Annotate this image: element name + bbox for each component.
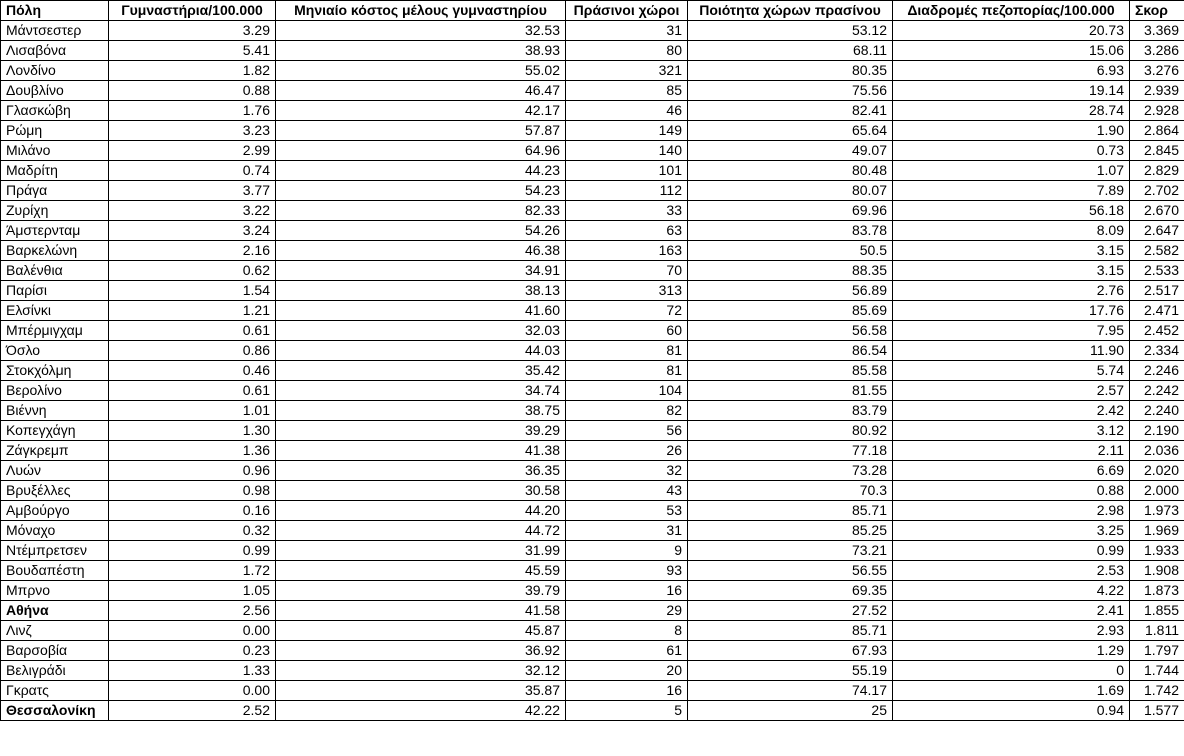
table-row — [1, 141, 1184, 161]
table-row — [1, 441, 1184, 461]
cell-green-quality: 82.41 — [688, 101, 893, 121]
cell-green-quality: 74.17 — [688, 681, 893, 701]
cell-gym-cost: 45.59 — [276, 561, 566, 581]
cell-green-spaces: 60 — [566, 321, 688, 341]
cell-hiking-trails: 8.09 — [893, 221, 1130, 241]
cell-green-quality: 53.12 — [688, 21, 893, 41]
cell-gyms: 5.41 — [109, 41, 276, 61]
cell-gym-cost: 82.33 — [276, 201, 566, 221]
cell-green-quality: 85.69 — [688, 301, 893, 321]
cell-city: Μάντσεστερ — [1, 21, 109, 41]
cell-city: Μόναχο — [1, 521, 109, 541]
header-row — [1, 1, 1184, 21]
cell-green-quality: 56.55 — [688, 561, 893, 581]
table-row — [1, 421, 1184, 441]
cell-city: Άμστερνταμ — [1, 221, 109, 241]
cell-green-quality: 75.56 — [688, 81, 893, 101]
cell-hiking-trails: 17.76 — [893, 301, 1130, 321]
cell-green-spaces: 80 — [566, 41, 688, 61]
cell-city: Στοκχόλμη — [1, 361, 109, 381]
cell-score: 3.369 — [1130, 21, 1184, 41]
cell-gym-cost: 30.58 — [276, 481, 566, 501]
cell-score: 2.246 — [1130, 361, 1184, 381]
cell-gym-cost: 32.12 — [276, 661, 566, 681]
table-row — [1, 261, 1184, 281]
cell-gyms: 0.32 — [109, 521, 276, 541]
cell-green-spaces: 61 — [566, 641, 688, 661]
cell-score: 1.908 — [1130, 561, 1184, 581]
header-gym-cost: Μηνιαίο κόστος μέλους γυμναστηρίου — [276, 1, 566, 21]
cell-gyms: 1.82 — [109, 61, 276, 81]
cell-green-quality: 73.28 — [688, 461, 893, 481]
cell-score: 1.855 — [1130, 601, 1184, 621]
table-row — [1, 221, 1184, 241]
cell-green-spaces: 63 — [566, 221, 688, 241]
cell-gym-cost: 64.96 — [276, 141, 566, 161]
cell-gyms: 1.36 — [109, 441, 276, 461]
cell-gym-cost: 34.74 — [276, 381, 566, 401]
cell-green-spaces: 313 — [566, 281, 688, 301]
cell-gyms: 3.77 — [109, 181, 276, 201]
cell-gym-cost: 39.29 — [276, 421, 566, 441]
cell-gym-cost: 32.53 — [276, 21, 566, 41]
cell-hiking-trails: 7.89 — [893, 181, 1130, 201]
table-row — [1, 521, 1184, 541]
cell-score: 2.829 — [1130, 161, 1184, 181]
cell-hiking-trails: 2.11 — [893, 441, 1130, 461]
cell-score: 2.471 — [1130, 301, 1184, 321]
cell-score: 1.742 — [1130, 681, 1184, 701]
cell-city: Πράγα — [1, 181, 109, 201]
cell-green-spaces: 8 — [566, 621, 688, 641]
cell-gym-cost: 38.13 — [276, 281, 566, 301]
cell-gyms: 0.00 — [109, 621, 276, 641]
cell-green-quality: 50.5 — [688, 241, 893, 261]
cell-gyms: 3.29 — [109, 21, 276, 41]
cell-score: 2.036 — [1130, 441, 1184, 461]
table-row — [1, 541, 1184, 561]
cell-hiking-trails: 2.42 — [893, 401, 1130, 421]
table-row — [1, 21, 1184, 41]
table-row — [1, 41, 1184, 61]
cell-green-quality: 80.35 — [688, 61, 893, 81]
cell-city: Λισαβόνα — [1, 41, 109, 61]
cell-green-spaces: 26 — [566, 441, 688, 461]
cell-green-quality: 49.07 — [688, 141, 893, 161]
table-row — [1, 461, 1184, 481]
cell-hiking-trails: 1.29 — [893, 641, 1130, 661]
cell-green-spaces: 9 — [566, 541, 688, 561]
cell-city: Κοπεγχάγη — [1, 421, 109, 441]
cell-gym-cost: 44.72 — [276, 521, 566, 541]
cell-green-quality: 85.25 — [688, 521, 893, 541]
table-row — [1, 181, 1184, 201]
cell-hiking-trails: 2.76 — [893, 281, 1130, 301]
cell-gym-cost: 38.93 — [276, 41, 566, 61]
cell-city: Λυών — [1, 461, 109, 481]
cell-green-spaces: 93 — [566, 561, 688, 581]
cell-gyms: 0.61 — [109, 381, 276, 401]
cell-hiking-trails: 2.53 — [893, 561, 1130, 581]
cell-green-spaces: 46 — [566, 101, 688, 121]
cell-city: Αμβούργο — [1, 501, 109, 521]
cell-green-spaces: 31 — [566, 21, 688, 41]
cell-hiking-trails: 3.15 — [893, 241, 1130, 261]
cell-score: 2.670 — [1130, 201, 1184, 221]
cell-city: Γκρατς — [1, 681, 109, 701]
cell-green-spaces: 31 — [566, 521, 688, 541]
header-green-quality: Ποιότητα χώρων πρασίνου — [688, 1, 893, 21]
cell-gyms: 1.33 — [109, 661, 276, 681]
cell-gyms: 1.21 — [109, 301, 276, 321]
cell-gyms: 0.61 — [109, 321, 276, 341]
cell-gyms: 0.46 — [109, 361, 276, 381]
table-row — [1, 601, 1184, 621]
cell-green-spaces: 112 — [566, 181, 688, 201]
table-row — [1, 121, 1184, 141]
header-hiking-trails: Διαδρομές πεζοπορίας/100.000 — [893, 1, 1130, 21]
cell-green-spaces: 72 — [566, 301, 688, 321]
cell-city: Βρυξέλλες — [1, 481, 109, 501]
cell-green-spaces: 81 — [566, 361, 688, 381]
cell-gym-cost: 38.75 — [276, 401, 566, 421]
cell-gyms: 1.76 — [109, 101, 276, 121]
table-row — [1, 581, 1184, 601]
cell-gym-cost: 34.91 — [276, 261, 566, 281]
cell-city: Βουδαπέστη — [1, 561, 109, 581]
table-row — [1, 561, 1184, 581]
cell-green-quality: 85.58 — [688, 361, 893, 381]
cell-hiking-trails: 7.95 — [893, 321, 1130, 341]
cell-green-quality: 67.93 — [688, 641, 893, 661]
cell-hiking-trails: 0.99 — [893, 541, 1130, 561]
cell-hiking-trails: 6.93 — [893, 61, 1130, 81]
cell-hiking-trails: 3.12 — [893, 421, 1130, 441]
cell-green-quality: 56.58 — [688, 321, 893, 341]
cell-gym-cost: 46.47 — [276, 81, 566, 101]
cell-green-spaces: 149 — [566, 121, 688, 141]
cell-green-spaces: 70 — [566, 261, 688, 281]
cell-green-quality: 68.11 — [688, 41, 893, 61]
cell-green-spaces: 321 — [566, 61, 688, 81]
table-row — [1, 681, 1184, 701]
cell-score: 3.286 — [1130, 41, 1184, 61]
cell-gyms: 0.00 — [109, 681, 276, 701]
table-row — [1, 201, 1184, 221]
cell-green-spaces: 140 — [566, 141, 688, 161]
cell-gym-cost: 35.87 — [276, 681, 566, 701]
cell-city: Βαρσοβία — [1, 641, 109, 661]
cell-gym-cost: 44.20 — [276, 501, 566, 521]
cell-green-quality: 80.48 — [688, 161, 893, 181]
cell-hiking-trails: 3.25 — [893, 521, 1130, 541]
cell-hiking-trails: 11.90 — [893, 341, 1130, 361]
cell-gym-cost: 42.22 — [276, 701, 566, 721]
cell-green-spaces: 16 — [566, 681, 688, 701]
cell-city: Λινζ — [1, 621, 109, 641]
cell-gym-cost: 41.38 — [276, 441, 566, 461]
cell-gyms: 0.98 — [109, 481, 276, 501]
cell-score: 2.845 — [1130, 141, 1184, 161]
table-row — [1, 501, 1184, 521]
table-row — [1, 161, 1184, 181]
cell-city: Βερολίνο — [1, 381, 109, 401]
cell-green-spaces: 29 — [566, 601, 688, 621]
cell-gym-cost: 36.35 — [276, 461, 566, 481]
cell-hiking-trails: 0 — [893, 661, 1130, 681]
cell-gyms: 3.23 — [109, 121, 276, 141]
cell-green-quality: 83.79 — [688, 401, 893, 421]
table-row — [1, 101, 1184, 121]
cell-gyms: 2.52 — [109, 701, 276, 721]
cell-gyms: 0.16 — [109, 501, 276, 521]
cell-hiking-trails: 1.90 — [893, 121, 1130, 141]
cell-score: 2.702 — [1130, 181, 1184, 201]
table-row — [1, 661, 1184, 681]
cell-city: Βελιγράδι — [1, 661, 109, 681]
cell-green-spaces: 56 — [566, 421, 688, 441]
cell-green-quality: 25 — [688, 701, 893, 721]
table-row — [1, 401, 1184, 421]
cell-hiking-trails: 56.18 — [893, 201, 1130, 221]
cell-hiking-trails: 2.57 — [893, 381, 1130, 401]
cell-green-spaces: 32 — [566, 461, 688, 481]
cell-score: 1.873 — [1130, 581, 1184, 601]
cell-gym-cost: 44.23 — [276, 161, 566, 181]
cell-hiking-trails: 20.73 — [893, 21, 1130, 41]
cell-gym-cost: 55.02 — [276, 61, 566, 81]
table-row — [1, 701, 1184, 721]
cell-hiking-trails: 28.74 — [893, 101, 1130, 121]
cell-hiking-trails: 2.98 — [893, 501, 1130, 521]
cell-hiking-trails: 1.69 — [893, 681, 1130, 701]
cell-score: 2.334 — [1130, 341, 1184, 361]
cell-gyms: 1.01 — [109, 401, 276, 421]
cell-hiking-trails: 6.69 — [893, 461, 1130, 481]
cell-gym-cost: 41.60 — [276, 301, 566, 321]
cell-gyms: 1.54 — [109, 281, 276, 301]
table-row — [1, 321, 1184, 341]
table-row — [1, 241, 1184, 261]
cell-city: Γλασκώβη — [1, 101, 109, 121]
cell-score: 2.647 — [1130, 221, 1184, 241]
cell-gym-cost: 36.92 — [276, 641, 566, 661]
cell-green-quality: 80.07 — [688, 181, 893, 201]
cell-score: 1.744 — [1130, 661, 1184, 681]
cell-gym-cost: 45.87 — [276, 621, 566, 641]
cell-green-spaces: 101 — [566, 161, 688, 181]
cell-city: Δουβλίνο — [1, 81, 109, 101]
cell-green-quality: 55.19 — [688, 661, 893, 681]
cell-city: Ρώμη — [1, 121, 109, 141]
cell-green-quality: 56.89 — [688, 281, 893, 301]
cell-gym-cost: 42.17 — [276, 101, 566, 121]
header-score: Σκορ — [1130, 1, 1184, 21]
cell-gyms: 0.62 — [109, 261, 276, 281]
cell-gyms: 0.88 — [109, 81, 276, 101]
cell-gym-cost: 35.42 — [276, 361, 566, 381]
cell-green-quality: 85.71 — [688, 501, 893, 521]
cell-gyms: 3.24 — [109, 221, 276, 241]
cell-hiking-trails: 3.15 — [893, 261, 1130, 281]
cell-hiking-trails: 1.07 — [893, 161, 1130, 181]
cell-green-spaces: 82 — [566, 401, 688, 421]
cell-green-quality: 86.54 — [688, 341, 893, 361]
cell-city: Ντέμπρετσεν — [1, 541, 109, 561]
cell-hiking-trails: 5.74 — [893, 361, 1130, 381]
cell-green-spaces: 33 — [566, 201, 688, 221]
cell-score: 1.933 — [1130, 541, 1184, 561]
cell-green-quality: 88.35 — [688, 261, 893, 281]
cell-gym-cost: 39.79 — [276, 581, 566, 601]
cell-score: 2.939 — [1130, 81, 1184, 101]
cell-gyms: 0.99 — [109, 541, 276, 561]
cell-gym-cost: 44.03 — [276, 341, 566, 361]
cell-score: 2.928 — [1130, 101, 1184, 121]
cell-city: Αθήνα — [1, 601, 109, 621]
table-row — [1, 81, 1184, 101]
cell-green-spaces: 81 — [566, 341, 688, 361]
cell-green-spaces: 5 — [566, 701, 688, 721]
cell-city: Ελσίνκι — [1, 301, 109, 321]
cell-city: Παρίσι — [1, 281, 109, 301]
cell-green-quality: 80.92 — [688, 421, 893, 441]
cell-gym-cost: 31.99 — [276, 541, 566, 561]
cell-gyms: 0.86 — [109, 341, 276, 361]
cell-city: Μαδρίτη — [1, 161, 109, 181]
cell-hiking-trails: 0.73 — [893, 141, 1130, 161]
cell-gyms: 1.05 — [109, 581, 276, 601]
cell-green-quality: 69.96 — [688, 201, 893, 221]
cell-city: Μιλάνο — [1, 141, 109, 161]
cell-score: 2.517 — [1130, 281, 1184, 301]
table-row — [1, 61, 1184, 81]
table-row — [1, 281, 1184, 301]
cell-green-quality: 27.52 — [688, 601, 893, 621]
cell-city: Λονδίνο — [1, 61, 109, 81]
cell-gyms: 0.74 — [109, 161, 276, 181]
cell-green-spaces: 104 — [566, 381, 688, 401]
cell-hiking-trails: 0.88 — [893, 481, 1130, 501]
header-gyms: Γυμναστήρια/100.000 — [109, 1, 276, 21]
cell-green-quality: 73.21 — [688, 541, 893, 561]
cell-city: Θεσσαλονίκη — [1, 701, 109, 721]
cell-city: Βαλένθια — [1, 261, 109, 281]
cell-gyms: 2.16 — [109, 241, 276, 261]
cell-score: 1.797 — [1130, 641, 1184, 661]
table-body — [1, 21, 1184, 721]
cell-green-quality: 81.55 — [688, 381, 893, 401]
cell-score: 2.020 — [1130, 461, 1184, 481]
table-row — [1, 301, 1184, 321]
cell-score: 1.577 — [1130, 701, 1184, 721]
cell-score: 2.242 — [1130, 381, 1184, 401]
table-row — [1, 381, 1184, 401]
cell-green-spaces: 85 — [566, 81, 688, 101]
cell-score: 3.276 — [1130, 61, 1184, 81]
cell-score: 2.000 — [1130, 481, 1184, 501]
header-city: Πόλη — [1, 1, 109, 21]
cell-green-spaces: 53 — [566, 501, 688, 521]
cell-gym-cost: 46.38 — [276, 241, 566, 261]
cell-score: 1.969 — [1130, 521, 1184, 541]
cell-gyms: 1.30 — [109, 421, 276, 441]
cell-score: 2.240 — [1130, 401, 1184, 421]
cell-green-quality: 77.18 — [688, 441, 893, 461]
cell-green-spaces: 163 — [566, 241, 688, 261]
cell-hiking-trails: 2.41 — [893, 601, 1130, 621]
cell-score: 1.973 — [1130, 501, 1184, 521]
cell-gym-cost: 54.23 — [276, 181, 566, 201]
cell-score: 2.533 — [1130, 261, 1184, 281]
cell-city: Βιέννη — [1, 401, 109, 421]
cell-green-quality: 69.35 — [688, 581, 893, 601]
table-row — [1, 621, 1184, 641]
cell-green-quality: 70.3 — [688, 481, 893, 501]
cell-gyms: 0.96 — [109, 461, 276, 481]
cell-city: Βαρκελώνη — [1, 241, 109, 261]
cell-green-spaces: 43 — [566, 481, 688, 501]
cell-city: Ζάγκρεμπ — [1, 441, 109, 461]
cell-hiking-trails: 0.94 — [893, 701, 1130, 721]
cell-score: 1.811 — [1130, 621, 1184, 641]
cell-hiking-trails: 2.93 — [893, 621, 1130, 641]
cell-city: Ζυρίχη — [1, 201, 109, 221]
cell-city: Όσλο — [1, 341, 109, 361]
cell-gyms: 2.56 — [109, 601, 276, 621]
table-row — [1, 341, 1184, 361]
cell-hiking-trails: 4.22 — [893, 581, 1130, 601]
cell-score: 2.582 — [1130, 241, 1184, 261]
cell-gym-cost: 41.58 — [276, 601, 566, 621]
cell-green-spaces: 16 — [566, 581, 688, 601]
cell-gym-cost: 57.87 — [276, 121, 566, 141]
cell-score: 2.190 — [1130, 421, 1184, 441]
table-row — [1, 641, 1184, 661]
cell-gyms: 0.23 — [109, 641, 276, 661]
cell-gym-cost: 32.03 — [276, 321, 566, 341]
cell-green-quality: 65.64 — [688, 121, 893, 141]
table-row — [1, 481, 1184, 501]
header-green-spaces: Πράσινοι χώροι — [566, 1, 688, 21]
cell-city: Μπρνο — [1, 581, 109, 601]
cell-score: 2.452 — [1130, 321, 1184, 341]
cell-hiking-trails: 15.06 — [893, 41, 1130, 61]
cell-green-spaces: 20 — [566, 661, 688, 681]
cell-gym-cost: 54.26 — [276, 221, 566, 241]
cell-green-quality: 85.71 — [688, 621, 893, 641]
table-row — [1, 361, 1184, 381]
cell-city: Μπέρμιγχαμ — [1, 321, 109, 341]
cell-gyms: 1.72 — [109, 561, 276, 581]
cell-hiking-trails: 19.14 — [893, 81, 1130, 101]
cell-gyms: 3.22 — [109, 201, 276, 221]
cell-gyms: 2.99 — [109, 141, 276, 161]
cell-score: 2.864 — [1130, 121, 1184, 141]
cell-green-quality: 83.78 — [688, 221, 893, 241]
